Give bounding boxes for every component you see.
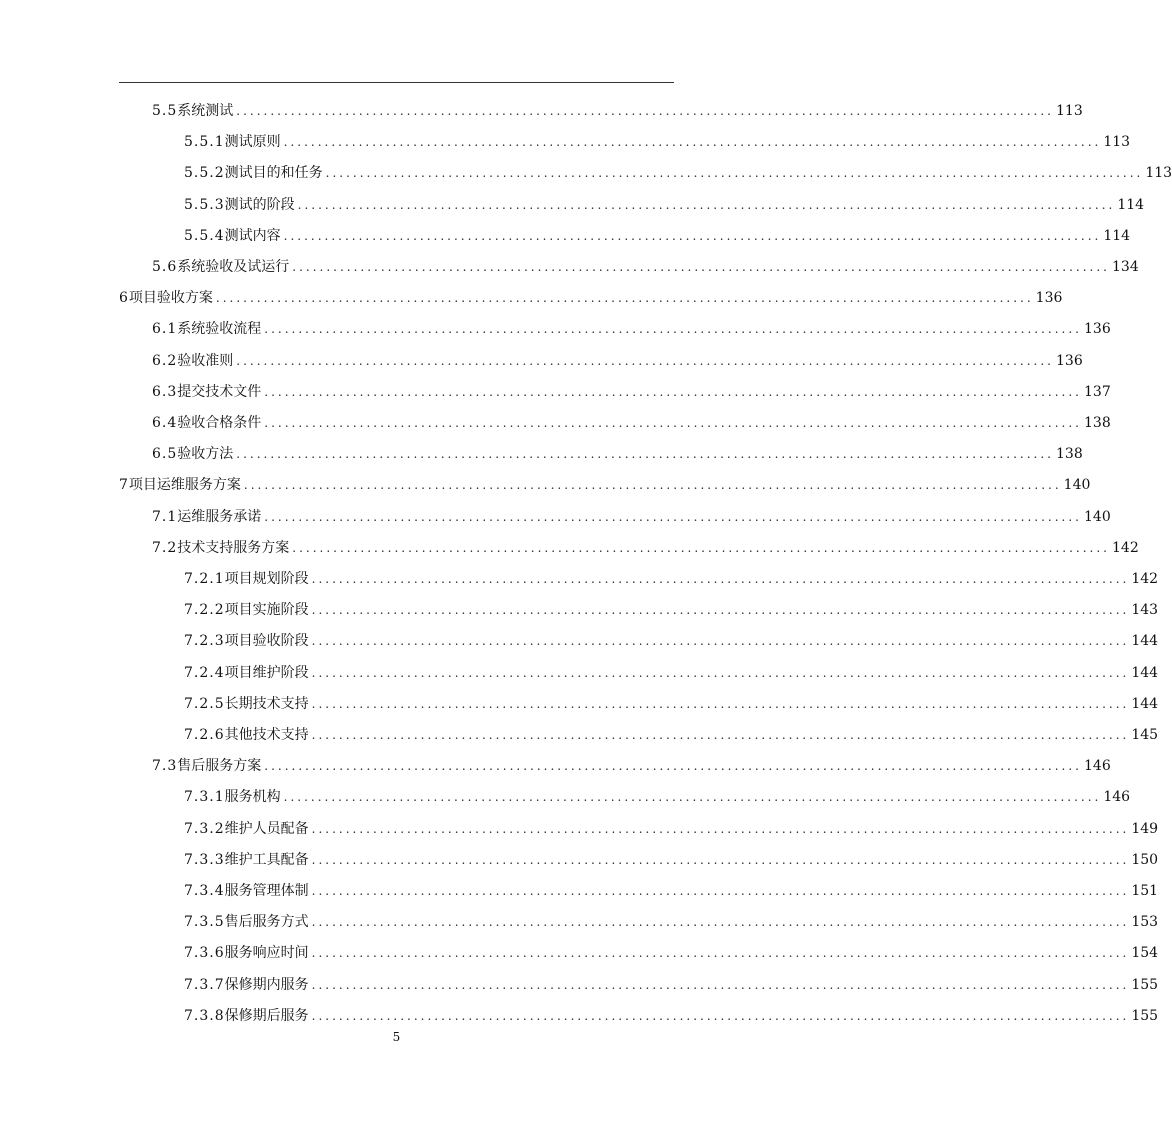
toc-entry-title: 售后服务方案 [177, 758, 262, 775]
toc-entry-page: 134 [1112, 259, 1139, 275]
toc-entry-title: 验收准则 [177, 352, 234, 369]
toc-entry-title: 系统验收及试运行 [177, 259, 290, 275]
toc-entry-page: 142 [1112, 539, 1139, 556]
toc-dot-leader: ........................................................................................................................ [311, 603, 1130, 618]
toc-entry-page: 140 [1084, 508, 1111, 525]
toc-entry-title: 服务管理体制 [224, 883, 309, 899]
toc-entry[interactable] [184, 127, 1131, 158]
toc-entry-number: 7.1 [152, 508, 178, 525]
toc-entry-title: 维护工具配备 [224, 851, 309, 868]
toc-dot-leader: ........................................................................................................................ [311, 728, 1130, 742]
toc-entry[interactable] [152, 314, 1111, 345]
toc-entry[interactable] [184, 938, 1159, 969]
toc-entry[interactable] [119, 283, 1063, 314]
toc-dot-leader: ........................................................................................................................ [311, 852, 1130, 867]
toc-entry-page: 146 [1103, 789, 1131, 806]
toc-entry-title: 验收方法 [177, 446, 234, 463]
toc-entry-number: 7.3.2 [184, 820, 225, 837]
toc-entry-page: 140 [1063, 477, 1091, 494]
toc-entry-number: 6.3 [152, 383, 178, 400]
toc-dot-leader: ........................................................................................................................ [292, 260, 1110, 274]
toc-entry-number: 5.5.3 [184, 196, 225, 213]
toc-dot-leader: ........................................................................................................................ [283, 135, 1102, 150]
toc-entry-title: 项目实施阶段 [224, 602, 309, 619]
toc-entry[interactable] [184, 190, 1145, 221]
toc-dot-leader: ........................................................................................................................ [311, 884, 1130, 898]
toc-entry-number: 6.2 [152, 352, 178, 369]
toc-entry[interactable] [184, 1001, 1159, 1032]
toc-entry-number: 7.3.7 [184, 976, 225, 993]
toc-entry-number: 7.2.3 [184, 633, 225, 650]
toc-entry[interactable] [152, 502, 1111, 533]
toc-entry[interactable] [184, 907, 1159, 938]
toc-dot-leader: ........................................................................................................................ [236, 353, 1054, 368]
toc-dot-leader: ........................................................................................................................ [236, 447, 1054, 462]
toc-entry-number: 6.1 [152, 321, 178, 338]
toc-entry-page: 138 [1084, 415, 1111, 431]
toc-entry-title: 长期技术支持 [224, 695, 309, 712]
toc-entry[interactable] [184, 970, 1159, 1001]
toc-entry-page: 151 [1131, 883, 1159, 899]
toc-entry-title: 运维服务承诺 [177, 508, 262, 525]
toc-entry[interactable] [184, 564, 1159, 595]
toc-entry[interactable] [184, 720, 1159, 751]
toc-dot-leader: ........................................................................................................................ [311, 915, 1130, 930]
toc-entry-title: 测试目的和任务 [224, 165, 323, 182]
toc-entry[interactable] [152, 252, 1139, 283]
toc-entry[interactable] [184, 689, 1159, 720]
page-number: 5 [392, 1030, 401, 1044]
toc-dot-leader: ........................................................................................................................ [311, 696, 1130, 711]
toc-entry[interactable] [152, 439, 1083, 470]
toc-entry-number: 5.5.4 [184, 227, 225, 244]
toc-entry-page: 155 [1131, 1007, 1159, 1024]
toc-dot-leader: ........................................................................................................................ [311, 821, 1130, 836]
header-rule [119, 82, 674, 83]
toc-entry-page: 153 [1131, 914, 1159, 931]
toc-entry-number: 5.6 [152, 259, 178, 275]
toc-entry-number: 7.3.5 [184, 914, 225, 931]
toc-entry-number: 7.2.4 [184, 664, 225, 681]
toc-entry-number: 7.2.5 [184, 695, 225, 712]
toc-entry-number: 7.3.3 [184, 851, 225, 868]
toc-dot-leader: ........................................................................................................................ [264, 509, 1082, 524]
toc-entry-number: 6 [119, 290, 129, 307]
toc-dot-leader: ........................................................................................................................ [264, 759, 1082, 774]
toc-entry-title: 服务响应时间 [224, 945, 309, 962]
toc-entry-page: 137 [1084, 383, 1111, 400]
toc-entry-title: 项目维护阶段 [224, 664, 309, 681]
toc-entry-page: 144 [1131, 695, 1159, 712]
toc-entry[interactable] [184, 658, 1159, 689]
toc-entry-page: 142 [1131, 571, 1159, 587]
toc-entry-number: 5.5 [152, 103, 178, 119]
toc-entry-page: 114 [1117, 196, 1145, 213]
toc-entry-page: 155 [1131, 976, 1159, 993]
toc-entry[interactable] [152, 408, 1111, 439]
toc-entry-number: 5.5.1 [184, 134, 225, 151]
toc-dot-leader: ........................................................................................................................ [311, 977, 1130, 992]
toc-entry-number: 7.3 [152, 758, 178, 775]
toc-entry-page: 143 [1131, 602, 1159, 619]
toc-entry[interactable] [152, 346, 1083, 377]
toc-entry-page: 113 [1145, 165, 1172, 182]
toc-entry-page: 136 [1084, 321, 1111, 338]
toc-dot-leader: ........................................................................................................................ [325, 166, 1144, 181]
toc-dot-leader: ........................................................................................................................ [311, 946, 1130, 961]
toc-entry-page: 150 [1131, 851, 1159, 868]
toc-entry-number: 7.3.8 [184, 1007, 225, 1024]
toc-entry-title: 验收合格条件 [177, 415, 262, 431]
toc-entry-title: 保修期后服务 [224, 1007, 309, 1024]
toc-entry-title: 维护人员配备 [224, 820, 309, 837]
toc-entry-page: 113 [1056, 103, 1083, 119]
toc-entry-number: 7.2 [152, 539, 178, 556]
toc-entry[interactable] [184, 626, 1159, 657]
toc-dot-leader: ........................................................................................................................ [264, 416, 1082, 430]
toc-entry-title: 技术支持服务方案 [177, 539, 290, 556]
toc-dot-leader: ........................................................................................................................ [243, 478, 1062, 493]
toc-entry-title: 售后服务方式 [224, 914, 309, 931]
toc-entry-page: 149 [1131, 820, 1159, 837]
toc-entry-title: 项目规划阶段 [224, 571, 309, 587]
toc-entry-title: 系统验收流程 [177, 321, 262, 338]
toc-dot-leader: ........................................................................................................................ [215, 291, 1034, 306]
toc-entry[interactable] [152, 751, 1111, 782]
toc-entry[interactable] [184, 221, 1131, 252]
toc-entry-title: 项目验收方案 [128, 290, 213, 307]
toc-dot-leader: ........................................................................................................................ [264, 384, 1082, 399]
toc-entry-page: 154 [1131, 945, 1159, 962]
toc-dot-leader: ........................................................................................................................ [283, 790, 1102, 805]
toc-dot-leader: ........................................................................................................................ [264, 322, 1082, 337]
toc-entry-page: 146 [1084, 758, 1111, 775]
toc-entry-number: 7.2.6 [184, 727, 225, 743]
toc-entry-number: 7.3.6 [184, 945, 225, 962]
toc-entry-title: 测试内容 [224, 227, 281, 244]
toc-entry-page: 136 [1056, 352, 1083, 369]
toc-entry[interactable] [152, 96, 1083, 127]
toc-entry-number: 7.3.4 [184, 883, 225, 899]
toc-dot-leader: ........................................................................................................................ [311, 634, 1130, 649]
toc-entry-page: 145 [1131, 727, 1159, 743]
toc-entry-number: 5.5.2 [184, 165, 225, 182]
toc-entry[interactable] [184, 845, 1159, 876]
toc-dot-leader: ........................................................................................................................ [236, 104, 1054, 118]
toc-entry-title: 保修期内服务 [224, 976, 309, 993]
toc-dot-leader: ........................................................................................................................ [311, 1008, 1130, 1023]
toc-entry-title: 提交技术文件 [177, 383, 262, 400]
toc-entry-title: 测试原则 [224, 134, 281, 151]
toc-entry[interactable] [184, 595, 1159, 626]
toc-entry-page: 144 [1131, 664, 1159, 681]
toc-entry[interactable] [184, 814, 1159, 845]
toc-entry-title: 测试的阶段 [224, 196, 295, 213]
toc-entry-page: 144 [1131, 633, 1159, 650]
toc-entry-title: 系统测试 [177, 103, 234, 119]
toc-entry[interactable] [152, 533, 1139, 564]
toc-entry[interactable] [119, 470, 1091, 501]
toc-entry-title: 其他技术支持 [224, 727, 309, 743]
toc-entry-number: 7.2.2 [184, 602, 225, 619]
toc-entry-page: 138 [1056, 446, 1083, 463]
toc-dot-leader: ........................................................................................................................ [283, 228, 1102, 243]
toc-entry-number: 6.5 [152, 446, 178, 463]
toc-dot-leader: ........................................................................................................................ [311, 665, 1130, 680]
toc-entry-number: 7.3.1 [184, 789, 225, 806]
toc-entry[interactable] [152, 377, 1111, 408]
toc-entry-title: 项目验收阶段 [224, 633, 309, 650]
toc-entry[interactable] [184, 158, 1172, 189]
toc-entry-page: 136 [1035, 290, 1063, 307]
toc-entry-title: 项目运维服务方案 [128, 477, 241, 494]
toc-entry-page: 113 [1103, 134, 1131, 151]
toc-dot-leader: ........................................................................................................................ [292, 540, 1110, 555]
toc-dot-leader: ........................................................................................................................ [311, 572, 1130, 586]
toc-entry[interactable] [184, 876, 1159, 907]
toc-entry-number: 6.4 [152, 415, 178, 431]
toc-entry-title: 服务机构 [224, 789, 281, 806]
toc-entry-page: 114 [1103, 227, 1131, 244]
toc-dot-leader: ........................................................................................................................ [297, 197, 1116, 212]
toc-entry[interactable] [184, 782, 1131, 813]
toc-entry-number: 7 [119, 477, 129, 494]
toc-entry-number: 7.2.1 [184, 571, 225, 587]
